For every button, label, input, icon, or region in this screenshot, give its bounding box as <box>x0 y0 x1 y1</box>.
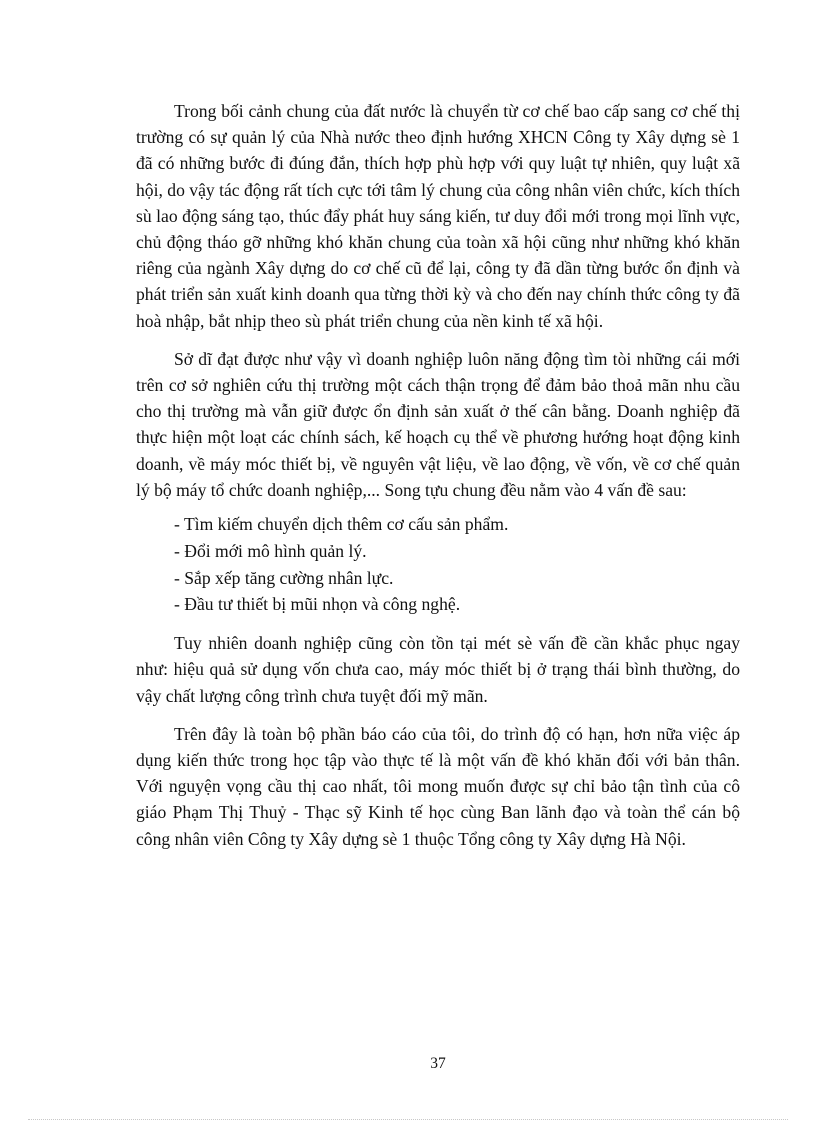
issue-list <box>136 511 740 618</box>
list-item: - Tìm kiếm chuyển dịch thêm cơ cấu sản phẩm. <box>174 514 509 535</box>
paragraph-conclusion: Trên đây là toàn bộ phần báo cáo của tôi, do trình độ có hạn, hơn nữa việc áp dụng kiến thức trong học tập vào thực tế là một vấn đề khó khăn đối với bản thân. Với nguyện vọng cầu thị cao nhất, tôi mong muốn được sự chỉ bảo tận tình của cô giáo Phạm Thị Thuỷ - Thạc sỹ Kinh tế học cùng Ban lãnh đạo và toàn thể cán bộ công nhân viên Công ty Xây dựng sè 1 thuộc Tổng công ty Xây dựng Hà Nội. <box>136 723 740 849</box>
list-item: - Đầu tư thiết bị mũi nhọn và công nghệ. <box>174 594 461 615</box>
paragraph-context: Trong bối cảnh chung của đất nước là chuyển từ cơ chế bao cấp sang cơ chế thị trường có sự quản lý của Nhà nước theo định hướng XHCN Công ty Xây dựng sè 1 đã có những bước đi đúng đắn, thích hợp phù hợp với quy luật tự nhiên, quy luật xã hội, do vậy tác động rất tích cực tới tâm lý chung của công nhân viên chức, kích thích sù lao động sáng tạo, thúc đẩy phát huy sáng kiến, tư duy đổi mới trong mọi lĩnh vực, chủ động tháo gỡ những khó khăn chung của toàn xã hội cũng như những khó khăn riêng của ngành Xây dựng do cơ chế cũ để lại, công ty đã dần từng bước ổn định và phát triển sản xuất kinh doanh qua từng thời kỳ và cho đến nay chính thức công ty đã hoà nhập, bắt nhịp theo sù phát triển chung của nền kinh tế xã hội. <box>136 101 740 331</box>
list-item: - Đổi mới mô hình quản lý. <box>174 540 367 561</box>
page-bottom-border <box>28 1119 788 1120</box>
page-number: 37 <box>430 1055 446 1072</box>
body-text <box>136 98 740 864</box>
paragraph-limitations: Tuy nhiên doanh nghiệp cũng còn tồn tại mét sè vấn đề cần khắc phục ngay như: hiệu quả sử dụng vốn chưa cao, máy móc thiết bị ở trạng thái bình thường, do vậy chất lượng công trình chưa tuyệt đối mỹ mãn. <box>136 633 740 706</box>
list-item: - Sắp xếp tăng cường nhân lực. <box>174 567 394 588</box>
paragraph-achievements: Sở dĩ đạt được như vậy vì doanh nghiệp luôn năng động tìm tòi những cái mới trên cơ sở nghiên cứu thị trường một cách thận trọng để đảm bảo thoả mãn nhu cầu cho thị trường mà vẫn giữ được ổn định sản xuất ở thế cân bằng. Doanh nghiệp đã thực hiện một loạt các chính sách, kế hoạch cụ thể về phương hướng hoạt động kinh doanh, về máy móc thiết bị, về nguyên vật liệu, về lao động, về vốn, về cơ chế quản lý bộ máy tổ chức doanh nghiệp,... Song tựu chung đều nằm vào 4 vấn đề sau: <box>136 348 740 500</box>
